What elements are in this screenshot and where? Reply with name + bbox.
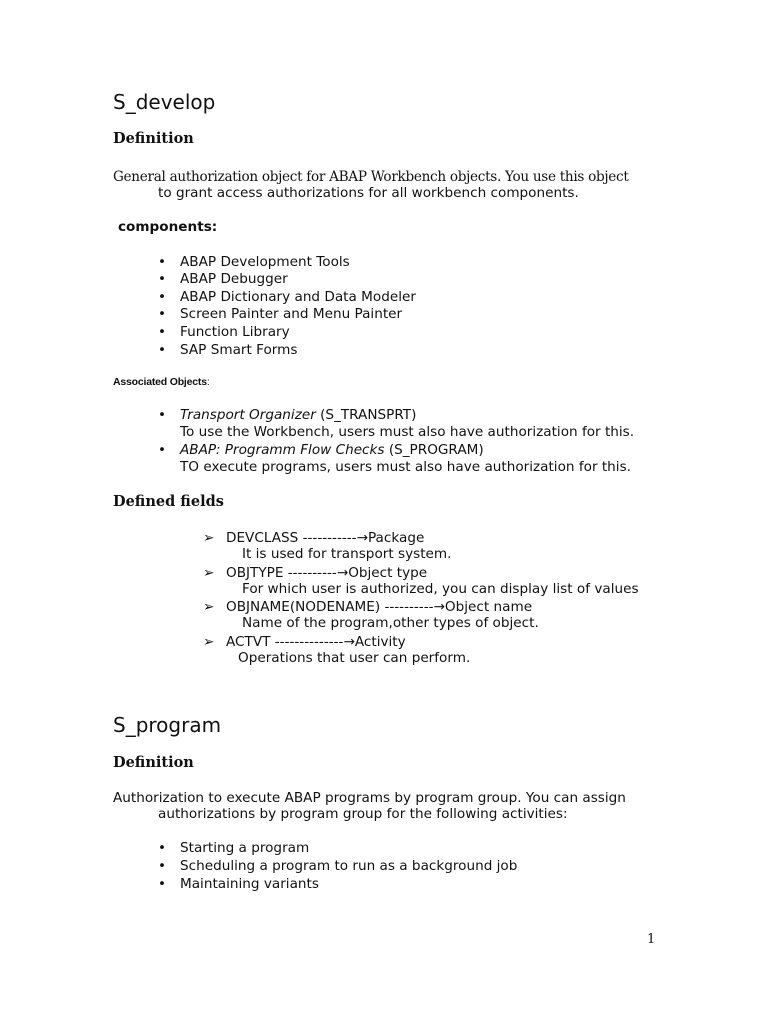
right-arrow-icon: → xyxy=(336,565,349,581)
bullet-icon: • xyxy=(158,271,167,287)
bullet-icon: • xyxy=(158,289,167,305)
bullet-icon: • xyxy=(158,840,167,856)
field-description: Name of the program,other types of object. xyxy=(242,615,539,631)
bullet-icon: • xyxy=(158,442,167,458)
list-item: • ABAP Debugger xyxy=(158,271,288,287)
right-arrow-icon: → xyxy=(356,530,368,546)
bullet-icon: • xyxy=(158,306,167,322)
field-item: ➢ DEVCLASS -----------→Package xyxy=(203,530,425,546)
defined-fields-heading: Defined fields xyxy=(113,493,224,510)
field-description: It is used for transport system. xyxy=(242,546,452,562)
list-item: • ABAP Dictionary and Data Modeler xyxy=(158,289,416,305)
right-arrow-icon: → xyxy=(433,599,445,615)
definition-text-line1: General authorization object for ABAP Workbench objects. You use this object xyxy=(113,169,629,185)
arrowhead-bullet-icon: ➢ xyxy=(203,530,215,546)
field-item: ➢ ACTVT --------------→Activity xyxy=(203,634,406,650)
arrowhead-bullet-icon: ➢ xyxy=(203,634,215,650)
arrowhead-bullet-icon: ➢ xyxy=(203,599,215,615)
section-title-s-program: S_program xyxy=(113,713,222,737)
bullet-icon: • xyxy=(158,407,167,423)
bullet-icon: • xyxy=(158,342,167,358)
list-item: • Transport Organizer (S_TRANSPRT) xyxy=(158,407,417,423)
list-item: • Maintaining variants xyxy=(158,876,319,892)
list-item: • ABAP: Programm Flow Checks (S_PROGRAM) xyxy=(158,442,484,458)
list-item-description: To use the Workbench, users must also have authorization for this. xyxy=(180,424,635,440)
definition-text-line2: authorizations by program group for the following activities: xyxy=(158,806,568,822)
list-item-description: TO execute programs, users must also have authorization for this. xyxy=(180,459,631,475)
definition-text-line2: to grant access authorizations for all workbench components. xyxy=(158,185,579,201)
list-item: • Screen Painter and Menu Painter xyxy=(158,306,403,322)
bullet-icon: • xyxy=(158,876,167,892)
list-item: • Scheduling a program to run as a background job xyxy=(158,858,518,874)
components-heading: components: xyxy=(118,219,218,235)
arrowhead-bullet-icon: ➢ xyxy=(203,565,215,581)
bullet-icon: • xyxy=(158,858,167,874)
field-description: Operations that user can perform. xyxy=(238,650,471,666)
list-item: • Starting a program xyxy=(158,840,310,856)
list-item: • SAP Smart Forms xyxy=(158,342,298,358)
bullet-icon: • xyxy=(158,324,167,340)
field-item: ➢ OBJNAME(NODENAME) ----------→Object name xyxy=(203,599,533,615)
list-item: • ABAP Development Tools xyxy=(158,254,350,270)
bullet-icon: • xyxy=(158,254,167,270)
field-description: For which user is authorized, you can display list of values xyxy=(242,581,639,597)
page-number: 1 xyxy=(647,932,656,947)
definition-heading: Definition xyxy=(113,754,194,771)
right-arrow-icon: → xyxy=(343,634,355,650)
field-item: ➢ OBJTYPE ----------→Object type xyxy=(203,565,428,581)
section-title-s-develop: S_develop xyxy=(113,90,216,114)
associated-objects-heading: Associated Objects: xyxy=(113,376,210,388)
list-item: • Function Library xyxy=(158,324,290,340)
definition-text-line1: Authorization to execute ABAP programs by program group. You can assign xyxy=(113,790,626,806)
definition-heading: Definition xyxy=(113,130,194,147)
